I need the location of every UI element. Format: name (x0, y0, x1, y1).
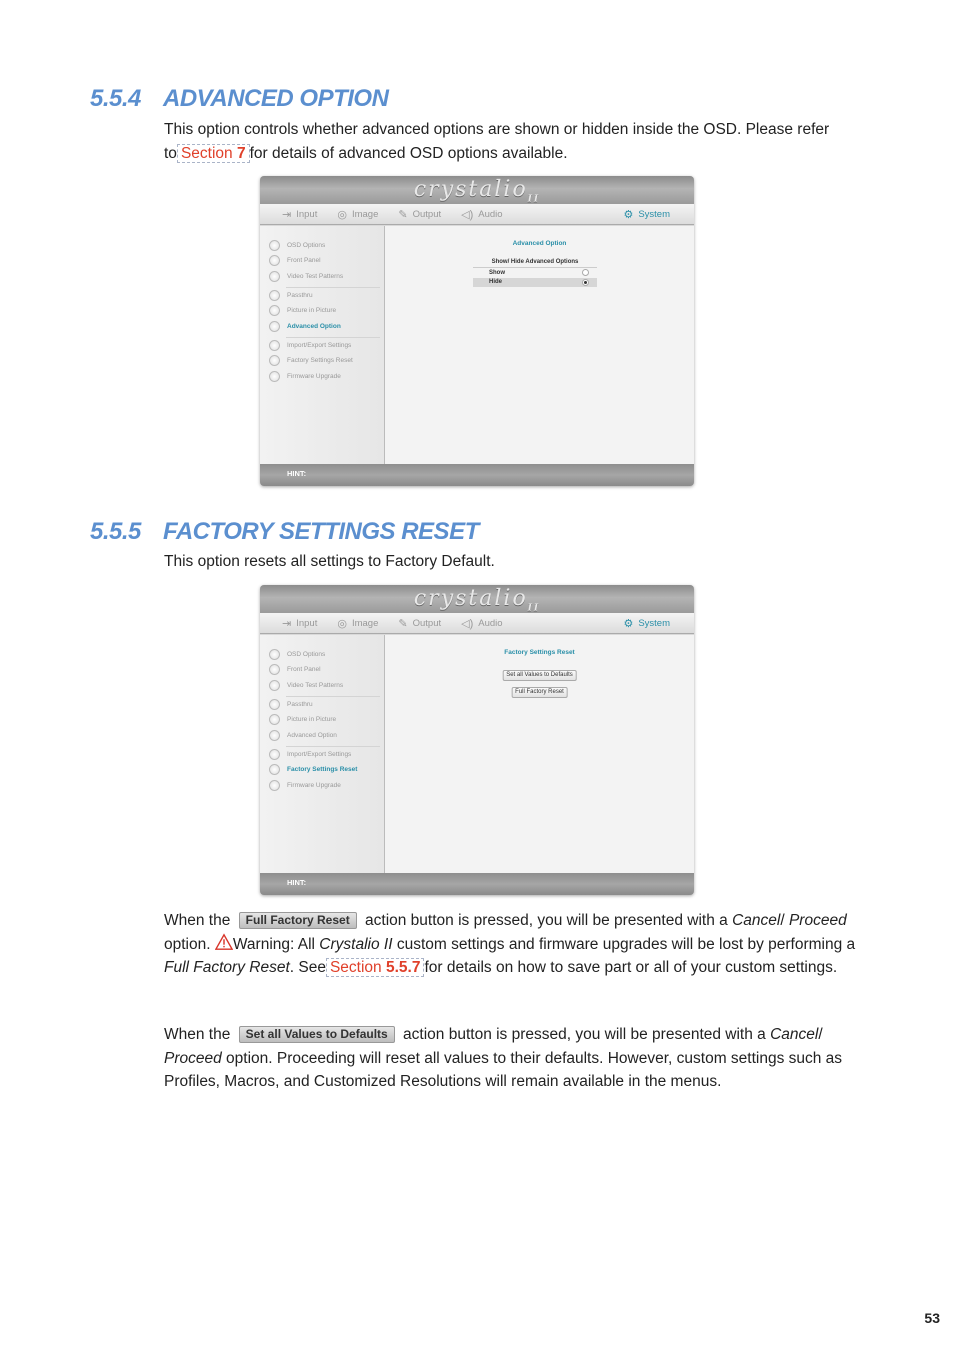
factory-reset-paragraph: This option resets all settings to Factory Default. (164, 553, 495, 570)
tab-output[interactable]: ✎ Output (398, 617, 442, 630)
crystalio-logo: crystalio$_{II}$ (260, 585, 694, 613)
advanced-option-paragraph (164, 118, 864, 165)
radio-icon (269, 371, 280, 382)
tab-system[interactable]: ⚙ System (623, 208, 670, 221)
full-factory-reset-inline-button: Full Factory Reset (239, 912, 357, 929)
hint-bar: HINT: (260, 464, 694, 486)
input-icon: ⇥ (282, 208, 292, 221)
sidebar-item-video-test-patterns[interactable]: Video Test Patterns (260, 269, 384, 284)
full-factory-reset-button[interactable]: Full Factory Reset (511, 687, 568, 698)
paragraph-text: for details of advanced OSD options available. (249, 144, 568, 162)
full-factory-reset-paragraph: When the Full Factory Reset action button is pressed, you will be presented with a Cancel/ Proceed option. Warning: All Crystalio II custom settings and firmware upgrades will be lost by performing a Full Factory Reset. See Section 5.5.7 for details on how to save part or all of your custom settings. (164, 912, 856, 976)
output-icon: ✎ (398, 208, 408, 221)
show-hide-options-group (473, 259, 597, 287)
radio-selected-icon (582, 279, 589, 286)
warning-triangle-icon (215, 933, 233, 951)
radio-icon (582, 269, 589, 276)
option-show[interactable]: Show (473, 268, 597, 278)
radio-icon (269, 714, 280, 725)
link-word: Section (180, 144, 233, 162)
sidebar-item-advanced-option[interactable]: Advanced Option (260, 318, 384, 333)
sidebar-item-passthru[interactable]: Passthru (260, 288, 384, 303)
panel-title: Factory Settings Reset (504, 649, 575, 656)
radio-icon (269, 749, 280, 760)
radio-icon (269, 680, 280, 691)
radio-icon (269, 664, 280, 675)
input-icon: ⇥ (282, 617, 292, 630)
tab-input[interactable]: ⇥ Input (282, 208, 318, 221)
sidebar-item-import-export[interactable]: Import/Export Settings (260, 747, 384, 762)
section-5-5-7-link[interactable]: Section 5.5.7 (326, 958, 425, 977)
page-number: 53 (924, 1310, 940, 1326)
radio-icon (269, 649, 280, 660)
radio-icon (269, 240, 280, 251)
section-number: 5.5.5 (90, 518, 141, 545)
hint-bar: HINT: (260, 873, 694, 895)
sidebar-item-front-panel[interactable]: Front Panel (260, 253, 384, 268)
osd-screenshot-factory-reset (260, 585, 694, 895)
tab-audio[interactable]: ◁) Audio (461, 617, 503, 630)
gear-icon: ⚙ (623, 617, 634, 630)
speaker-icon: ◁) (461, 617, 474, 630)
paragraph-text: This option controls whether advanced options are shown or hidden inside the OSD. Please refer to (164, 121, 830, 162)
crystalio-logo: crystalio$_{II}$ (260, 176, 694, 204)
tab-audio[interactable]: ◁) Audio (461, 208, 503, 221)
speaker-icon: ◁) (461, 208, 474, 221)
tab-input[interactable]: ⇥ Input (282, 617, 318, 630)
osd-sidebar (260, 226, 385, 464)
osd-main-panel (385, 226, 694, 464)
radio-icon (269, 764, 280, 775)
section-title: ADVANCED OPTION (163, 85, 389, 112)
radio-icon (269, 340, 280, 351)
radio-icon (269, 355, 280, 366)
sidebar-item-passthru[interactable]: Passthru (260, 697, 384, 712)
section-7-link[interactable] (177, 144, 250, 163)
eye-icon: ◎ (337, 208, 347, 221)
sidebar-item-firmware-upgrade[interactable]: Firmware Upgrade (260, 368, 384, 383)
sidebar-item-osd-options[interactable]: OSD Options (260, 647, 384, 662)
panel-title: Advanced Option (512, 240, 567, 247)
tab-image[interactable]: ◎ Image (337, 208, 379, 221)
osd-tab-bar (260, 204, 694, 225)
group-label: Show/ Hide Advanced Options (473, 259, 597, 268)
link-number: 7 (236, 144, 246, 162)
radio-icon (269, 305, 280, 316)
sidebar-item-import-export[interactable]: Import/Export Settings (260, 338, 384, 353)
sidebar-item-firmware-upgrade[interactable]: Firmware Upgrade (260, 777, 384, 792)
option-hide[interactable]: Hide (473, 278, 597, 288)
sidebar-item-video-test-patterns[interactable]: Video Test Patterns (260, 678, 384, 693)
output-icon: ✎ (398, 617, 408, 630)
radio-icon (269, 699, 280, 710)
tab-image[interactable]: ◎ Image (337, 617, 379, 630)
sidebar-item-factory-reset[interactable]: Factory Settings Reset (260, 353, 384, 368)
osd-tab-bar (260, 613, 694, 634)
sidebar-item-picture-in-picture[interactable]: Picture in Picture (260, 303, 384, 318)
sidebar-item-advanced-option[interactable]: Advanced Option (260, 727, 384, 742)
radio-icon (269, 255, 280, 266)
section-heading-factory-settings-reset (90, 518, 479, 546)
osd-screenshot-advanced-option (260, 176, 694, 486)
osd-main-panel (385, 635, 694, 873)
sidebar-item-picture-in-picture[interactable]: Picture in Picture (260, 712, 384, 727)
tab-output[interactable]: ✎ Output (398, 208, 442, 221)
radio-icon (269, 730, 280, 741)
tab-system[interactable]: ⚙ System (623, 617, 670, 630)
set-all-defaults-inline-button: Set all Values to Defaults (239, 1026, 395, 1043)
sidebar-item-osd-options[interactable]: OSD Options (260, 238, 384, 253)
sidebar-item-factory-reset[interactable]: Factory Settings Reset (260, 762, 384, 777)
set-all-defaults-button[interactable]: Set all Values to Defaults (502, 670, 577, 681)
sidebar-item-front-panel[interactable]: Front Panel (260, 662, 384, 677)
radio-icon (269, 271, 280, 282)
radio-icon (269, 290, 280, 301)
osd-sidebar (260, 635, 385, 873)
section-heading-advanced-option (90, 85, 388, 113)
section-title: FACTORY SETTINGS RESET (163, 518, 479, 545)
set-defaults-paragraph: When the Set all Values to Defaults action button is pressed, you will be presented with a Cancel/ Proceed option. Proceeding will reset all values to their defaults. However, custom settings such as Profiles, Macros, and Customized Resolutions will remain available in the menus. (164, 1026, 843, 1090)
section-number: 5.5.4 (90, 85, 141, 112)
eye-icon: ◎ (337, 617, 347, 630)
radio-icon (269, 780, 280, 791)
gear-icon: ⚙ (623, 208, 634, 221)
radio-icon (269, 321, 280, 332)
